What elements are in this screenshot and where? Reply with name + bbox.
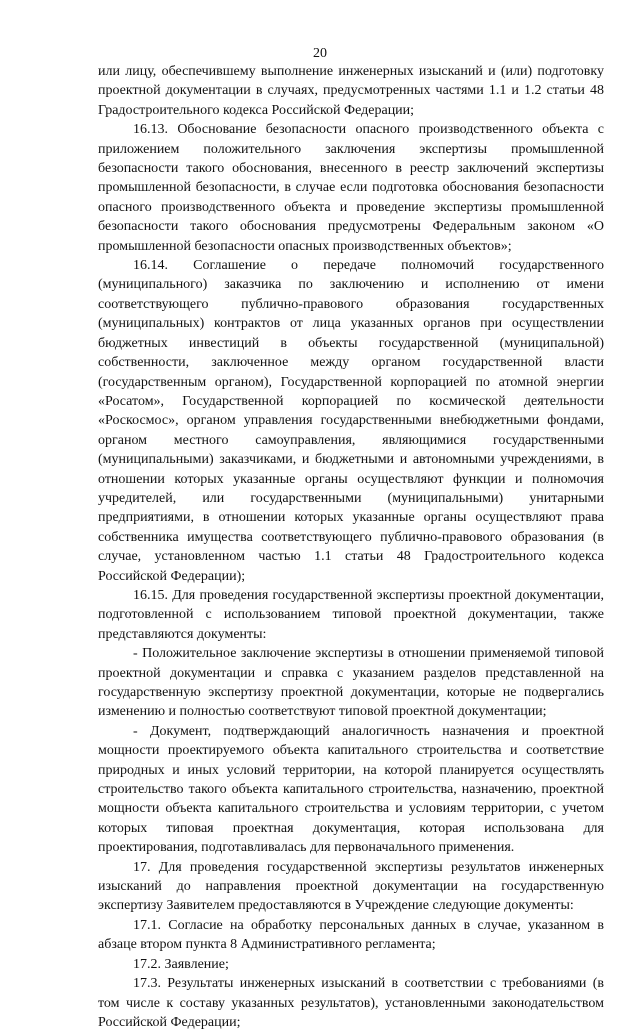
paragraph-16-13: 16.13. Обоснование безопасности опасного производственного объекта с приложением положительного заключения экспертизы промышленной безопасности такого обоснования, внесенного в реестр заключений экспертизы промышленной безопасности, в случае если подготовка обоснования безопасности опасного производственного объекта и проведение экспертизы промышленной безопасности такого обоснования предусмотрены Федеральным законом «О промышленной безопасности опасных производственных объектов»; — [98, 122, 604, 254]
paragraph-17: 17. Для проведения государственной экспертизы результатов инженерных изысканий до направления проектной документации на государственную экспертизу Заявителем предоставляются в Учреждение следующие документы: — [98, 859, 604, 914]
document-body — [98, 62, 604, 1032]
paragraph-17-2: 17.2. Заявление; — [133, 956, 229, 972]
list-item-positive-conclusion: - Положительное заключение экспертизы в отношении применяемой типовой проектной документации и справка с указанием разделов представленной на государственную экспертизу проектной документации, которые не подвергались изменению и полностью соответствуют типовой проектной документации; — [98, 646, 604, 720]
paragraph-continuation: или лицу, обеспечившему выполнение инженерных изысканий и (или) подготовку проектной документации в случаях, предусмотренных частями 1.1 и 1.2 статьи 48 Градостроительного кодекса Российской Федерации; — [98, 64, 604, 118]
paragraph-16-15: 16.15. Для проведения государственной экспертизы проектной документации, подготовленной с использованием типовой проектной документации, также представляются документы: — [98, 587, 604, 642]
paragraph-17-3: 17.3. Результаты инженерных изысканий в соответствии с требованиями (в том числе к составу указанных результатов), установленными законодательством Российской Федерации; — [98, 976, 604, 1030]
list-item-analogy-document: - Документ, подтверждающий аналогичность назначения и проектной мощности проектируемого объекта капитального строительства и соответствие природных и иных условий территории, на которой планируется осуществлять строительство такого объекта капитального строительства, назначению, проектной мощности объекта капитального строительства и условиям территории, с учетом которых типовая проектная документация, которая использована для проектирования, подготавливалась для первоначального применения. — [98, 723, 604, 856]
paragraph-17-1: 17.1. Согласие на обработку персональных данных в случае, указанном в абзаце втором пункта 8 Административного регламента; — [98, 917, 604, 953]
page-number: 20 — [313, 46, 327, 61]
paragraph-16-14: 16.14. Соглашение о передаче полномочий государственного (муниципального) заказчика по заключению и исполнению от имени соответствующего публично-правового образования государственных (муниципальных) контрактов от лица указанных органов при осуществлении бюджетных инвестиций в объекты государственной (муниципальной) собственности, заключенное между органом государственной власти (государственным органом), Государственной корпорацией по атомной энергии «Росатом», Государственной корпорацией по космической деятельности «Роскосмос», органом управления государственными внебюджетными фондами, органом местного самоуправления, являющимися государственными (муниципальными) заказчиками, и бюджетными и автономными учреждениями, в отношении которых указанные органы осуществляют функции и полномочия учредителей, или государственными (муниципальными) унитарными предприятиями, в отношении которых указанные органы осуществляют права собственника имущества соответствующего публично-правового образования (в случае, установленном частью 1.1 статьи 48 Градостроительного кодекса Российской Федерации); — [98, 258, 604, 584]
